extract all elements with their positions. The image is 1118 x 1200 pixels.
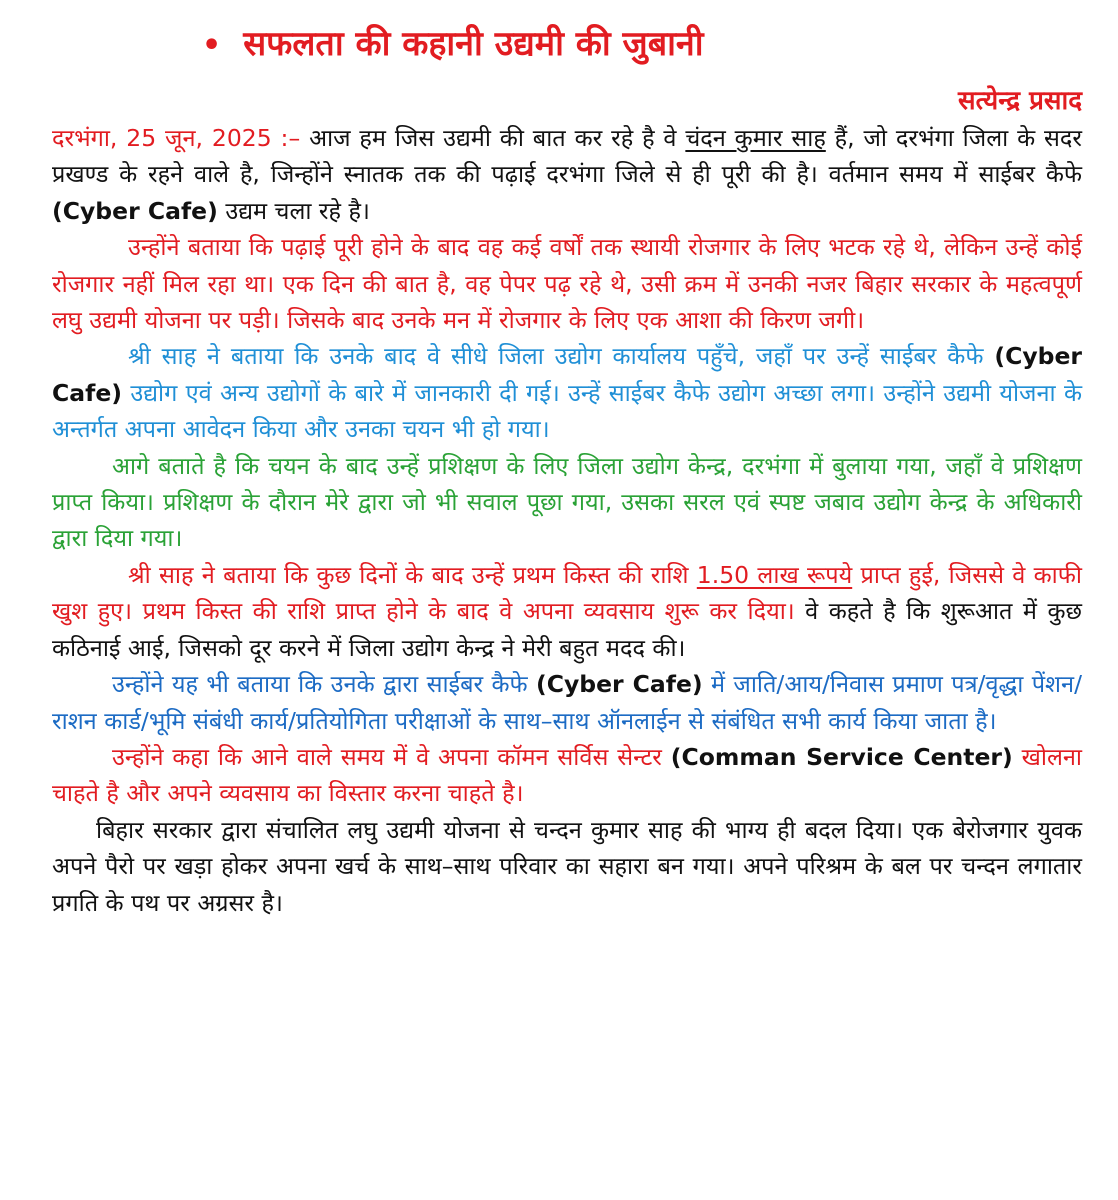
paragraph-conclusion: बिहार सरकार द्वारा संचालित लघु उद्यमी योजना से चन्दन कुमार साह की भाग्य ही बदल दिया। एक बेरोजगार युवक अपने पैरो पर खड़ा होकर अपना खर्च के साथ–साथ परिवार का सहारा बन गया। अपने परिश्रम के बल पर चन्दन लगातार प्रगति के पथ पर अग्रसर है। bbox=[52, 815, 1082, 917]
future-text-a: उन्होंने कहा कि आने वाले समय में वे अपना कॉमन सर्विस सेन्टर bbox=[112, 742, 671, 771]
future-text-b: खोलना चाहते है और अपने व्यवसाय का विस्तार करना चाहते है। bbox=[52, 742, 1083, 808]
paragraph-visit bbox=[52, 338, 1082, 447]
services-cyber-cafe: (Cyber Cafe) bbox=[535, 670, 703, 699]
funding-text-a: श्री साह ने बताया कि कुछ दिनों के बाद उन्हें प्रथम किस्त की राशि bbox=[128, 560, 697, 589]
intro-text-a: आज हम जिस उद्यमी की बात कर रहे है वे bbox=[300, 124, 686, 152]
paragraph-struggle: उन्होंने बताया कि पढ़ाई पूरी होने के बाद वह कई वर्षों तक स्थायी रोजगार के लिए भटक रहे थे, लेकिन उन्हें कोई रोजगार नहीं मिल रहा था। एक दिन की बात है, वह पेपर पढ़ रहे थे, उसी क्रम में उनकी नजर बिहार सरकार के महत्वपूर्ण लघु उद्यमी योजना पर पड़ी। जिसके बाद उनके मन में रोजगार के लिए एक आशा की किरण जगी। bbox=[52, 233, 1082, 335]
dateline: दरभंगा, 25 जून, 2025 :– bbox=[52, 124, 301, 152]
visit-cyber-cafe: (Cyber Cafe) bbox=[52, 342, 1082, 407]
services-text-b: में जाति/आय/निवास प्रमाण पत्र/वृद्धा पेंशन/राशन कार्ड/भूमि संबंधी कार्य/प्रतियोगिता परीक्षाओं के साथ–साथ ऑनलाईन से संबंधित सभी कार्य किया जाता है। bbox=[52, 670, 1083, 735]
visit-text-b: उद्योग एवं अन्य उद्योगों के बारे में जानकारी दी गई। उन्हें साईबर कैफे उद्योग अच्छा लगा। उन्होंने उद्यमी योजना के अन्तर्गत अपना आवेदन किया और उनका चयन भी हो गया। bbox=[52, 378, 1082, 444]
services-text-a: उन्होंने यह भी बताया कि उनके द्वारा साईबर कैफे bbox=[112, 670, 536, 699]
title-bullet: • bbox=[202, 28, 222, 63]
title-text: सफलता की कहानी उद्यमी की जुबानी bbox=[243, 24, 704, 64]
funding-text-c: वे कहते है कि शुरूआत में कुछ कठिनाई आई, जिसको दूर करने में जिला उद्योग केन्द्र ने मेरी बहुत मदद की। bbox=[52, 597, 1082, 662]
paragraph-training: आगे बताते है कि चयन के बाद उन्हें प्रशिक्षण के लिए जिला उद्योग केन्द्र, दरभंगा में बुलाया गया, जहाँ वे प्रशिक्षण प्राप्त किया। प्रशिक्षण के दौरान मेरे द्वारा जो भी सवाल पूछा गया, उसका सरल एवं स्पष्ट जबाव उद्योग केन्द्र के अधिकारी द्वारा दिया गया। bbox=[52, 451, 1082, 553]
future-csc: (Comman Service Center) bbox=[670, 742, 1013, 771]
paragraph-future bbox=[52, 739, 1082, 812]
visit-text-a: श्री साह ने बताया कि उनके बाद वे सीधे जिला उद्योग कार्यालय पहुँचे, जहाँ पर उन्हें साईबर कैफे bbox=[128, 342, 995, 371]
paragraph-intro bbox=[52, 120, 1082, 229]
page-title bbox=[52, 22, 1082, 68]
funding-text-b: प्राप्त हुई, जिससे वे काफी खुश हुए। प्रथम किस्त की राशि प्राप्त होने के बाद वे अपना व्यवसाय शुरू कर दिया। bbox=[52, 560, 1082, 626]
author-name: सत्येन्द्र प्रसाद bbox=[958, 86, 1082, 116]
entrepreneur-name: चंदन कुमार साह bbox=[685, 124, 826, 152]
intro-text-c: उद्यम चला रहे है। bbox=[217, 196, 370, 225]
paragraph-funding bbox=[52, 557, 1082, 666]
intro-cyber-cafe: (Cyber Cafe) bbox=[52, 196, 218, 225]
funding-amount: 1.50 लाख रूपये bbox=[696, 560, 853, 589]
intro-text-b: हैं, जो दरभंगा जिला के सदर प्रखण्ड के रहने वाले है, जिन्होंने स्नातक तक की पढ़ाई दरभंगा जिले से ही पूरी की है। वर्तमान समय में साईबर कैफे bbox=[52, 124, 1082, 189]
paragraph-services bbox=[52, 666, 1082, 739]
